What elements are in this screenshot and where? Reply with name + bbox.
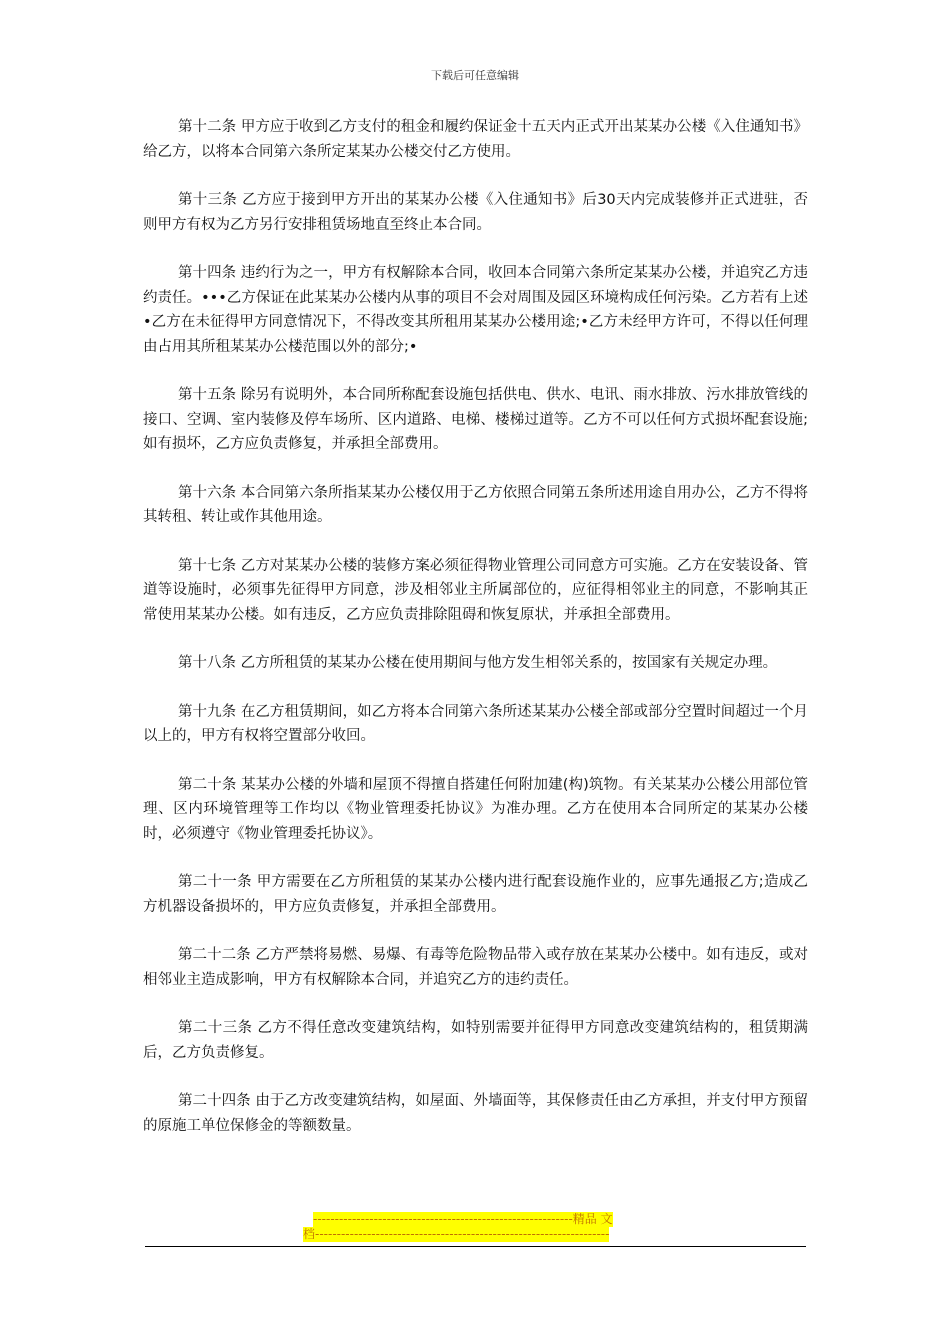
article-22: 第二十二条 乙方严禁将易燃、易爆、有毒等危险物品带入或存放在某某办公楼中。如有违反，或对相邻业主造成影响，甲方有权解除本合同，并追究乙方的违约责任。 [143, 947, 808, 988]
document-body [143, 115, 808, 1162]
article-16: 第十六条 本合同第六条所指某某办公楼仅用于乙方依照合同第五条所述用途自用办公，乙方不得将其转租、转让或作其他用途。 [143, 484, 808, 525]
footer-watermark-line2: 档-------------------------------------------------------------------- [303, 1227, 610, 1241]
page-header: 下载后可任意编辑 [431, 69, 519, 82]
article-12: 第十二条 甲方应于收到乙方支付的租金和履约保证金十五天内正式开出某某办公楼《入住通知书》给乙方，以将本合同第六条所定某某办公楼交付乙方使用。 [143, 119, 808, 160]
article-17: 第十七条 乙方对某某办公楼的装修方案必须征得物业管理公司同意方可实施。乙方在安装设备、管道等设施时，必须事先征得甲方同意，涉及相邻业主所属部位的，应征得相邻业主的同意，不影响其正常使用某某办公楼。如有违反，乙方应负责排除阻碍和恢复原状，并承担全部费用。 [143, 557, 808, 623]
article-15: 第十五条 除另有说明外，本合同所称配套设施包括供电、供水、电讯、雨水排放、污水排放管线的接口、空调、室内装修及停车场所、区内道路、电梯、楼梯过道等。乙方不可以任何方式损坏配套设施;如有损坏，乙方应负责修复，并承担全部费用。 [143, 387, 808, 452]
article-19: 第十九条 在乙方租赁期间，如乙方将本合同第六条所述某某办公楼全部或部分空置时间超过一个月以上的，甲方有权将空置部分收回。 [143, 703, 808, 744]
article-14: 第十四条 违约行为之一，甲方有权解除本合同，收回本合同第六条所定某某办公楼，并追究乙方违约责任。•••乙方保证在此某某办公楼内从事的项目不会对周围及园区环境构成任何污染。乙方若有上述•乙方在未征得甲方同意情况下，不得改变其所租用某某办公楼用途;•乙方未经甲方许可，不得以任何理由占用其所租某某办公楼范围以外的部分;• [143, 265, 808, 355]
footer-watermark-line1: ------------------------------------------------------------精品 文 [313, 1212, 613, 1226]
article-21: 第二十一条 甲方需要在乙方所租赁的某某办公楼内进行配套设施作业的，应事先通报乙方;造成乙方机器设备损坏的，甲方应负责修复，并承担全部费用。 [143, 874, 808, 915]
article-24: 第二十四条 由于乙方改变建筑结构，如屋面、外墙面等，其保修责任由乙方承担，并支付甲方预留的原施工单位保修金的等额数量。 [143, 1093, 808, 1134]
article-20: 第二十条 某某办公楼的外墙和屋顶不得擅自搭建任何附加建(构)筑物。有关某某办公楼公用部位管理、区内环境管理等工作均以《物业管理委托协议》为准办理。乙方在使用本合同所定的某某办公楼时，必须遵守《物业管理委托协议》。 [143, 776, 808, 842]
article-13: 第十三条 乙方应于接到甲方开出的某某办公楼《入住通知书》后30天内完成装修并正式进驻，否则甲方有权为乙方另行安排租赁场地直至终止本合同。 [143, 192, 808, 233]
article-18: 第十八条 乙方所租赁的某某办公楼在使用期间与他方发生相邻关系的，按国家有关规定办理。 [178, 655, 778, 671]
page-footer [145, 1212, 806, 1247]
article-23: 第二十三条 乙方不得任意改变建筑结构，如特别需要并征得甲方同意改变建筑结构的，租赁期满后，乙方负责修复。 [143, 1020, 808, 1061]
